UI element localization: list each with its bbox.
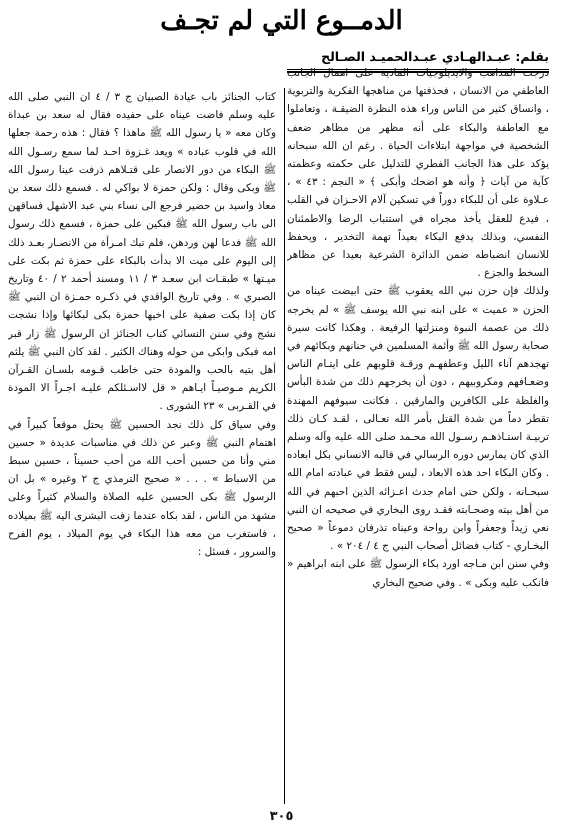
right-paragraph-3: وفي سنن ابن مـاجه اورد بكاء الرسول ﷺ على ابنه ابراهيم « فانكب عليه وبكى » . وفي صحيح البخاري bbox=[287, 558, 549, 589]
page-number: ٣٠٥ bbox=[269, 809, 294, 824]
left-paragraph-2: وفي سياق كل ذلك نجد الحسين ﷺ يحتل موقعاً كبيراً في اهتمام النبي ﷺ وعبر عن ذلك في مناسبات عديدة « حسين مني وأنا من حسين أحب الله من أحب حسيناً ، حسين سبط من الاسباط » . . . « صحيح الترمذي ج ٢ وغيره » بل ان الرسول ﷺ بكى الحسين عليه الصلاة والسلام كثيراً وعلى مشهد من الناس ، لقد بكاه عندما زفت البشرى اليه ﷺ بميلاده ، فاستغرب من معه هذا البكاء في يوم الميلاد ، يوم الفرح والسرور ، فسئل : bbox=[8, 418, 276, 559]
left-paragraph-1: كتاب الجنائز باب عيادة الصبيان ج ٣ / ٤ ان النبي صلى الله عليه وسلم فاضت عيناه على حفيده فقال له سعد بن عبداة وكان معه « يا رسول الله ﷺ ماهذا ؟ فقال : هذه رحمة جعلها الله في قلوب عباده » ويعد غـزوة احـد لما سمع رسـول الله ﷺ البكاء من دور الانصار على قتـلاهم ذرفت عينا رسول الله ﷺ وبكى وقال : ولكن حمزة لا بواكي له . فسمع ذلك سعد بن معاذ واسيد بن حضير فرجع الى نساء بني عبد الاشهل فساقهن الى باب رسول الله ﷺ فبكين على حمزة ، فسمع ذلك رسول الله ﷺ فدعا لهن وردهن، فلم تبك امـرأة من الانصـار بعـد ذلك إلى اليوم على ميت الا بدأت بالبكاء على حمزة ثم بكت على ميـتها » طبقـات ابن سعـد ٣ / ١١ ومسند أحمد ٢ / ٤٠ وتاريخ الصبري » . وفي تاريخ الواقدي في ذكـره حمـزة ان النبي ﷺ كان إذا بكت صفية على اخيها حمزة بكى لبكائها وإذا نشجت نشج وفي سنن النسائي كتاب الجنائز ان الرسول ﷺ زار قبر امه فبكى وابكى من حوله وهناك الكثير . لقد كان النبي ﷺ يلثم أهل بتيه بالحب والمودة حتى خاطب قـومه بلسـان القـرآن الكريم مـوصيـاً ايـاهم « قل لااسـئلكم عليـه اجـراً الا المودة في القـربى » ٢٣ الشورى . bbox=[8, 91, 276, 413]
author-name: بقلم: عبـدالهـادي عبـدالحميـد الصـالح bbox=[321, 49, 549, 64]
right-paragraph-2: ولذلك فإن حزن نبي الله يعقوب ﷺ حتى ابيضت عيناه من الحزن « عميت » على ابنه نبي الله يوسف ﷺ » لم يخرجه ذلك من عصمة النبوة ومنزلتها الرفيعة . وهكذا كانت سيرة صحابة رسول الله ﷺ وأئمة المسلمين في حنانهم وبكائهم في تهجدهم آناء الليل وعطفهـم ورقـة قلوبهم على ايتـام الناس وضعـافهم ومكروبيهم ، دون أن يخرجهم ذلك من شدة البأس والغلظة على الكافرين والمارقين . فكانت سيوفهم المهندة تقطر دماً من شدة القتل بأمر الله تعـالى ، لقـد كـان ذلك تربيـة استـاذهـم رسـول الله محـمد صلى الله عليه وآله وسلم الذي كان يمارس دوره الرسالي في قالبه الانساني بكل ابعاده . وكان البكاء احد هذه الابعاد ، ليس فقط في عبادته امام الله سبحـانه ، ولكن حتى امام جدث اعـزائه الذين احبهم في الله من أهل بيته وصحـابته فقـد روى البخاري في صحيحه ان النبي نعي زيداً وجعفراً وابن رواحة وعيناه تذرفان دموعاً « صحيح البخـاري - كتاب فضائل أصحاب النبي ج ٤ / ٢٠٤ » . bbox=[287, 285, 549, 553]
column-divider bbox=[284, 88, 285, 804]
article-title: الدمــوع التي لم تجـف bbox=[160, 6, 403, 36]
right-paragraph-1: درجت المذاهب والايديلوجيات المادية على اهمال الجانب العاطفي من الانسان ، فحذفتها من مناهجها الفكرية والتربوية ، وانساق كثير من الناس وراء هذه النظرة الضيقـة ، وتعاملوا مع العاطفة والبكاء على أنه مظهر من مظاهر ضعف الشخصية في مواجهة ابتلاءات الحياة . رغم ان الله سبحانه يؤكد على هذا الجانب الفطري للتدليل على حكمته وعظمته كآية من آيات ﴿ وأنه هو اضحك وأبكى ﴾ « النجم : ٤٣ » ، عـلاوة على أن للبكاء دوراً في تسكين آلام الاحـزان في القلب ، فيدع للعقل يأخذ مجراه في استتباب الرضا والاطمئنان النفسي، وبذلك يدفع البكاء بعيداً تهمة التخدير ، ويحفظ للانسان انضباطه ضمن الدائرة الشرعية بعيدا عن مظاهر السخط والجزع . bbox=[287, 67, 549, 280]
left-text-column bbox=[8, 88, 276, 804]
right-text-column bbox=[287, 64, 549, 804]
